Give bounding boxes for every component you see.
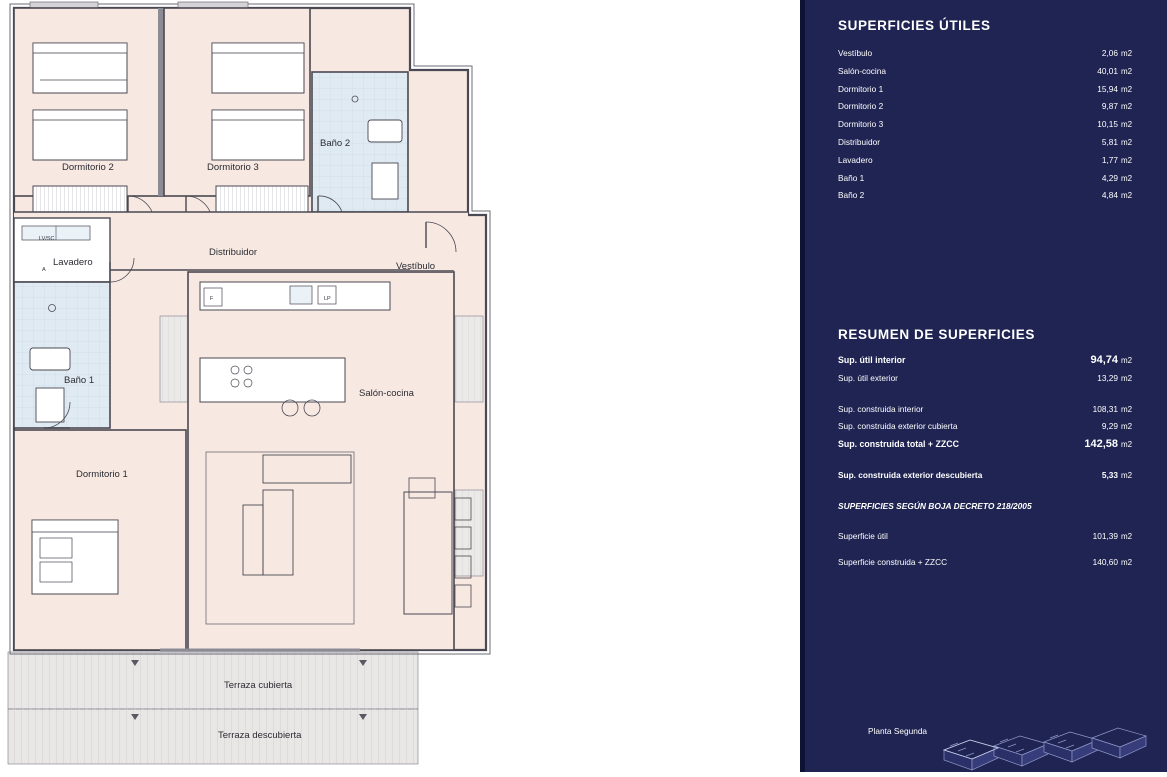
resumen-label: Sup. útil interior (838, 355, 906, 365)
surface-value: 40,01 (1097, 65, 1118, 76)
planta-key (866, 726, 1156, 772)
surface-value: 15,94 (1097, 83, 1118, 94)
resumen-row (838, 370, 1143, 388)
appliance-label-lp: LP (324, 296, 331, 302)
room-label-dormitorio-1: Dormitorio 1 (76, 469, 128, 480)
resumen-value: 101,39 (1092, 530, 1118, 541)
resumen-row (838, 554, 1143, 572)
surfaces-resumen-list (838, 352, 1143, 572)
surface-value: 9,87 (1101, 101, 1118, 112)
surface-value: 4,84 (1101, 190, 1118, 201)
panel-accent-bar (800, 0, 805, 772)
appliance-label-lv-sc: LV/SC (39, 236, 55, 242)
resumen-value: 5,33 (1101, 469, 1118, 480)
resumen-unit: m2 (1121, 440, 1133, 450)
surface-row (838, 116, 1143, 134)
surface-row (838, 170, 1143, 188)
surface-unit: m2 (1121, 155, 1133, 165)
room-label-dormitorio-3: Dormitorio 3 (207, 162, 259, 173)
resumen-unit: m2 (1121, 356, 1133, 365)
surface-row (838, 81, 1143, 99)
resumen-section-note (838, 498, 1143, 515)
resumen-unit: m2 (1121, 470, 1133, 480)
surface-value: 2,06 (1101, 48, 1118, 58)
resumen-label: Sup. construida interior (838, 403, 924, 414)
surfaces-utiles-list (838, 45, 1143, 205)
surface-label: Dormitorio 1 (838, 83, 884, 94)
resumen-row (838, 401, 1143, 419)
resumen-unit: m2 (1121, 558, 1133, 568)
surface-value: 4,29 (1101, 172, 1118, 183)
surface-row (838, 45, 1143, 63)
surface-label: Baño 2 (838, 190, 865, 201)
resumen-label: Superficie útil (838, 530, 888, 541)
resumen-label: SUPERFICIES SEGÚN BOJA DECRETO 218/2005 (838, 500, 1032, 511)
resumen-label: Superficie construida + ZZCC (838, 557, 948, 568)
resumen-label: Sup. construida total + ZZCC (838, 439, 959, 450)
resumen-unit: m2 (1121, 422, 1133, 432)
room-label-terraza-descubierta: Terraza descubierta (218, 730, 302, 741)
resumen-unit: m2 (1121, 373, 1133, 383)
surfaces-panel (800, 0, 1167, 772)
resumen-row (838, 352, 1143, 370)
surface-label: Dormitorio 2 (838, 101, 884, 112)
room-label-distribuidor: Distribuidor (209, 247, 258, 258)
room-label-salon-cocina: Salón-cocina (359, 388, 414, 399)
surface-row (838, 152, 1143, 170)
surface-label: Baño 1 (838, 172, 865, 183)
surface-unit: m2 (1121, 173, 1133, 183)
resumen-value: 13,29 (1097, 372, 1118, 383)
surface-unit: m2 (1121, 102, 1133, 112)
room-label-bano-2: Baño 2 (320, 138, 351, 149)
room-label-dormitorio-2: Dormitorio 2 (62, 162, 114, 173)
room-label-lavadero: Lavadero (53, 257, 93, 268)
surface-unit: m2 (1121, 137, 1133, 147)
room-label-bano-1: Baño 1 (64, 375, 95, 386)
resumen-row (838, 436, 1143, 454)
surfaces-utiles-title: SUPERFICIES ÚTILES (838, 18, 991, 33)
resumen-unit: m2 (1121, 531, 1133, 541)
surface-unit: m2 (1121, 120, 1133, 130)
surface-row (838, 63, 1143, 81)
resumen-unit: m2 (1121, 404, 1133, 414)
planta-label: Planta Segunda (868, 726, 928, 736)
surface-unit: m2 (1121, 191, 1133, 201)
resumen-row (838, 528, 1143, 546)
resumen-label: Sup. construida exterior descubierta (838, 469, 983, 480)
resumen-label: Sup. útil exterior (838, 372, 898, 383)
surface-value: 5,81 (1101, 136, 1118, 147)
room-label-vestibulo: Vestíbulo (396, 261, 436, 272)
resumen-value: 94,74 (1090, 354, 1118, 366)
surface-row (838, 98, 1143, 116)
surface-unit: m2 (1121, 66, 1133, 76)
surface-unit: m2 (1121, 49, 1133, 58)
resumen-row (838, 467, 1143, 485)
resumen-row (838, 418, 1143, 436)
resumen-label: Sup. construida exterior cubierta (838, 421, 958, 432)
surface-value: 1,77 (1101, 154, 1118, 165)
surface-label: Lavadero (838, 154, 873, 165)
surface-row (838, 134, 1143, 152)
room-label-terraza-cubierta: Terraza cubierta (224, 680, 293, 691)
surface-label: Dormitorio 3 (838, 119, 884, 130)
surfaces-resumen-title: RESUMEN DE SUPERFICIES (838, 327, 1035, 342)
surface-label: Distribuidor (838, 136, 880, 147)
resumen-value: 142,58 (1084, 438, 1118, 451)
surface-label: Vestíbulo (838, 48, 873, 58)
resumen-value: 9,29 (1101, 421, 1118, 432)
appliance-label-a: A (42, 267, 46, 273)
surface-label: Salón-cocina (838, 65, 886, 76)
appliance-label-f: F (210, 296, 214, 302)
surface-unit: m2 (1121, 84, 1133, 94)
surface-row (838, 187, 1143, 205)
resumen-value: 108,31 (1092, 403, 1118, 414)
resumen-value: 140,60 (1092, 557, 1118, 568)
surface-value: 10,15 (1097, 119, 1118, 130)
